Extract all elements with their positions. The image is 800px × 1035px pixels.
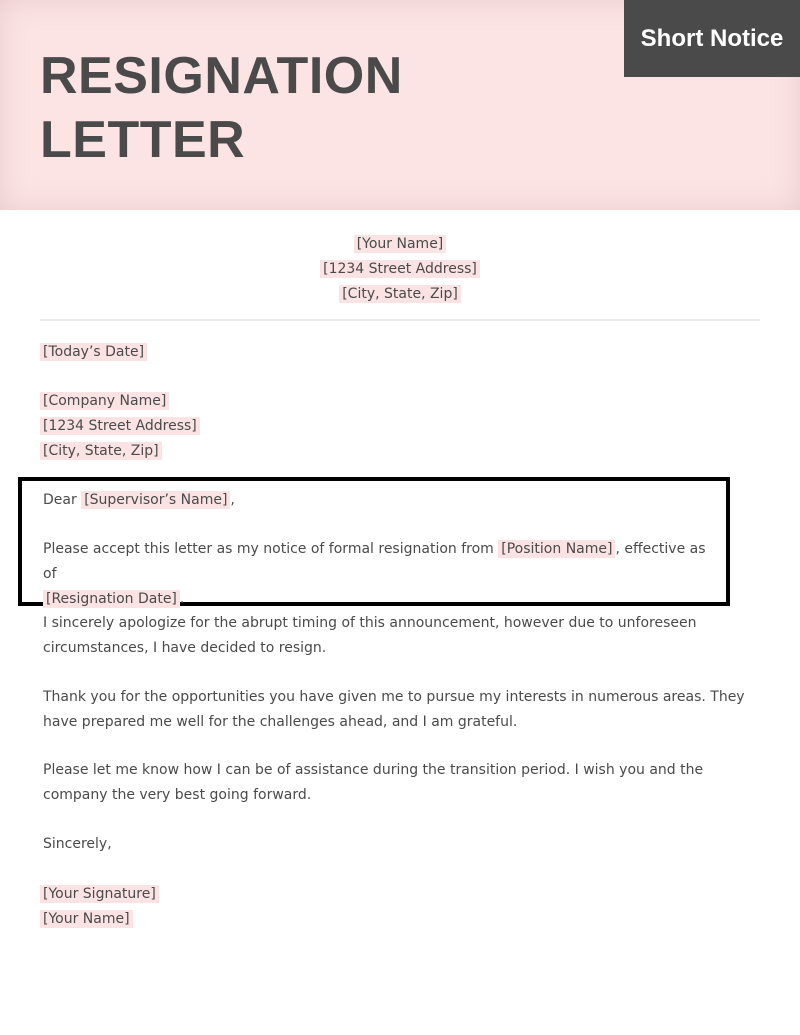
paragraph-assistance: Please let me know how I can be of assistance during the transition period. I wish you and the company the very best going forward. [43, 762, 704, 803]
salutation-suffix: , [230, 492, 235, 508]
title-line-2: LETTER [40, 111, 246, 169]
signature-block [40, 882, 159, 932]
recipient-city[interactable]: [City, State, Zip] [40, 442, 162, 460]
sender-city[interactable]: [City, State, Zip] [339, 285, 461, 303]
salutation [43, 488, 773, 513]
short-notice-badge: Short Notice [624, 0, 800, 77]
header-banner [0, 0, 800, 210]
opening-text-1: Please accept this letter as my notice of formal resignation from [43, 541, 499, 557]
page-title [40, 44, 403, 172]
recipient-address [40, 389, 200, 464]
paragraph-apology: I sincerely apologize for the abrupt timing of this announcement, however due to unforeseen circumstances, I have decided to resign. [43, 615, 697, 656]
sender-name[interactable]: [Your Name] [354, 235, 447, 253]
supervisor-name[interactable]: [Supervisor’s Name] [81, 491, 230, 509]
resignation-date[interactable]: [Resignation Date] [43, 590, 180, 608]
opening-text-3: . [179, 591, 185, 607]
opening-text-2: , effective as of [43, 541, 706, 582]
date-block [40, 340, 147, 365]
sender-street[interactable]: [1234 Street Address] [320, 260, 480, 278]
opening-paragraph [43, 537, 723, 612]
title-line-1: RESIGNATION [40, 47, 403, 105]
position-name[interactable]: [Position Name] [498, 540, 615, 558]
closing: Sincerely, [43, 836, 112, 852]
salutation-prefix: Dear [43, 492, 82, 508]
your-name[interactable]: [Your Name] [40, 910, 133, 928]
recipient-street[interactable]: [1234 Street Address] [40, 417, 200, 435]
paragraph-thanks: Thank you for the opportunities you have given me to pursue my interests in numerous areas. They have prepared me well for the challenges ahead, and I am grateful. [43, 689, 745, 730]
recipient-company[interactable]: [Company Name] [40, 392, 169, 410]
sender-address [0, 232, 800, 307]
divider [40, 319, 760, 321]
todays-date[interactable]: [Today’s Date] [40, 343, 147, 361]
your-signature[interactable]: [Your Signature] [40, 885, 159, 903]
